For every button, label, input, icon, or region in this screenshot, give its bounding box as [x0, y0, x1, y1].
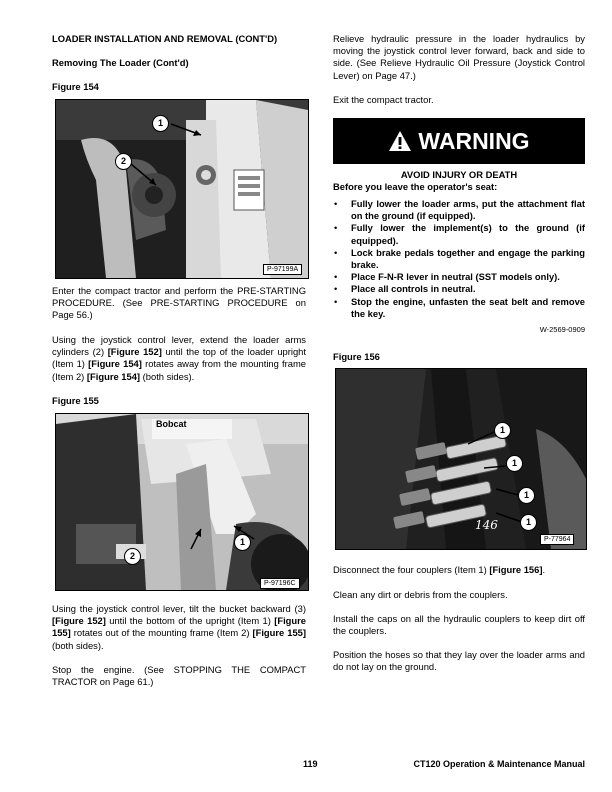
warning-item: • Fully lower the loader arms, put the attachment flat on the ground (if equipped).: [333, 198, 585, 222]
figure-156-photo: [335, 368, 587, 550]
loader-upright-image: [56, 100, 308, 278]
figure-156-code: P-77964: [540, 534, 574, 545]
figure-154-callout-1: 1: [152, 115, 169, 132]
figure-154-photo: [55, 99, 309, 279]
figure-156-callout-3: 1: [518, 487, 535, 504]
figure-156-callout-4: 1: [520, 514, 537, 531]
figure-155-code: P-97196C: [260, 578, 300, 589]
page-number: 119: [303, 759, 318, 769]
paragraph-prestart: Enter the compact tractor and perform the PRE-STARTING PROCEDURE. (See PRE-STARTING PROCEDURE on Page 56.): [52, 285, 306, 321]
warning-triangle-icon: [388, 130, 412, 152]
paragraph-install-caps: Install the caps on all the hydraulic couplers to keep dirt off the couplers.: [333, 613, 585, 637]
figure-154-callout-2: 2: [115, 153, 132, 170]
figure-155-label: Figure 155: [52, 395, 99, 406]
paragraph-tilt-bucket: Using the joystick control lever, tilt the bucket backward (3) [Figure 152] until the bottom of the upright (Item 1) [Figure 155] rotates out of the mounting frame (Item 2) [Figure 155] (both sides).: [52, 603, 306, 651]
warning-lead: Before you leave the operator's seat:: [333, 181, 498, 192]
section-heading: LOADER INSTALLATION AND REMOVAL (CONT'D): [52, 33, 278, 44]
figure-155-photo: [55, 413, 309, 591]
paragraph-stop-engine: Stop the engine. (See STOPPING THE COMPACT TRACTOR on Page 61.): [52, 664, 306, 688]
figure-156-callout-1: 1: [494, 422, 511, 439]
figure-154-label: Figure 154: [52, 81, 99, 92]
bobcat-logo: Bobcat: [156, 419, 187, 429]
figure-156-label: Figure 156: [333, 351, 380, 362]
figure-154-code: P-97199A: [263, 264, 302, 275]
warning-item: • Place F-N-R lever in neutral (SST models only).: [333, 271, 585, 283]
warning-subtitle: AVOID INJURY OR DEATH: [400, 169, 518, 180]
paragraph-exit-tractor: Exit the compact tractor.: [333, 94, 434, 105]
tractor-loader-image: [56, 414, 308, 590]
warning-title: WARNING: [418, 128, 530, 154]
warning-list: [333, 198, 585, 320]
figure-155-callout-2: 2: [124, 548, 141, 565]
hydraulic-couplers-image: [336, 369, 586, 549]
paragraph-relieve-pressure: Relieve hydraulic pressure in the loader hydraulics by moving the joystick control lever forward, back and side to side. (See Relieve Hydraulic Oil Pressure (Joystick Control Lever) on Page 47.): [333, 33, 585, 81]
paragraph-disconnect: Disconnect the four couplers (Item 1) [Figure 156].: [333, 564, 546, 575]
figure-155-callout-1: 1: [234, 534, 251, 551]
paragraph-clean: Clean any dirt or debris from the couplers.: [333, 589, 508, 600]
warning-item: • Fully lower the implement(s) to the ground (if equipped).: [333, 222, 585, 246]
warning-item: • Place all controls in neutral.: [333, 283, 585, 295]
paragraph-position-hoses: Position the hoses so that they lay over the loader arms and do not lay on the ground.: [333, 649, 585, 673]
warning-code: W-2569-0909: [539, 325, 585, 334]
coupler-handwriting: 146: [475, 518, 498, 532]
warning-item: • Stop the engine, unfasten the seat belt and remove the key.: [333, 296, 585, 320]
figure-156-callout-2: 1: [506, 455, 523, 472]
warning-item: • Lock brake pedals together and engage the parking brake.: [333, 247, 585, 271]
manual-title: CT120 Operation & Maintenance Manual: [413, 759, 585, 769]
section-subheading: Removing The Loader (Cont'd): [52, 57, 189, 68]
paragraph-extend-cylinders: Using the joystick control lever, extend the loader arms cylinders (2) [Figure 152] until the top of the loader upright (Item 1) [Figure 154] rotates away from the mounting frame (Item 2) [Figure 154] (both sides).: [52, 334, 306, 382]
warning-banner: [333, 118, 585, 164]
